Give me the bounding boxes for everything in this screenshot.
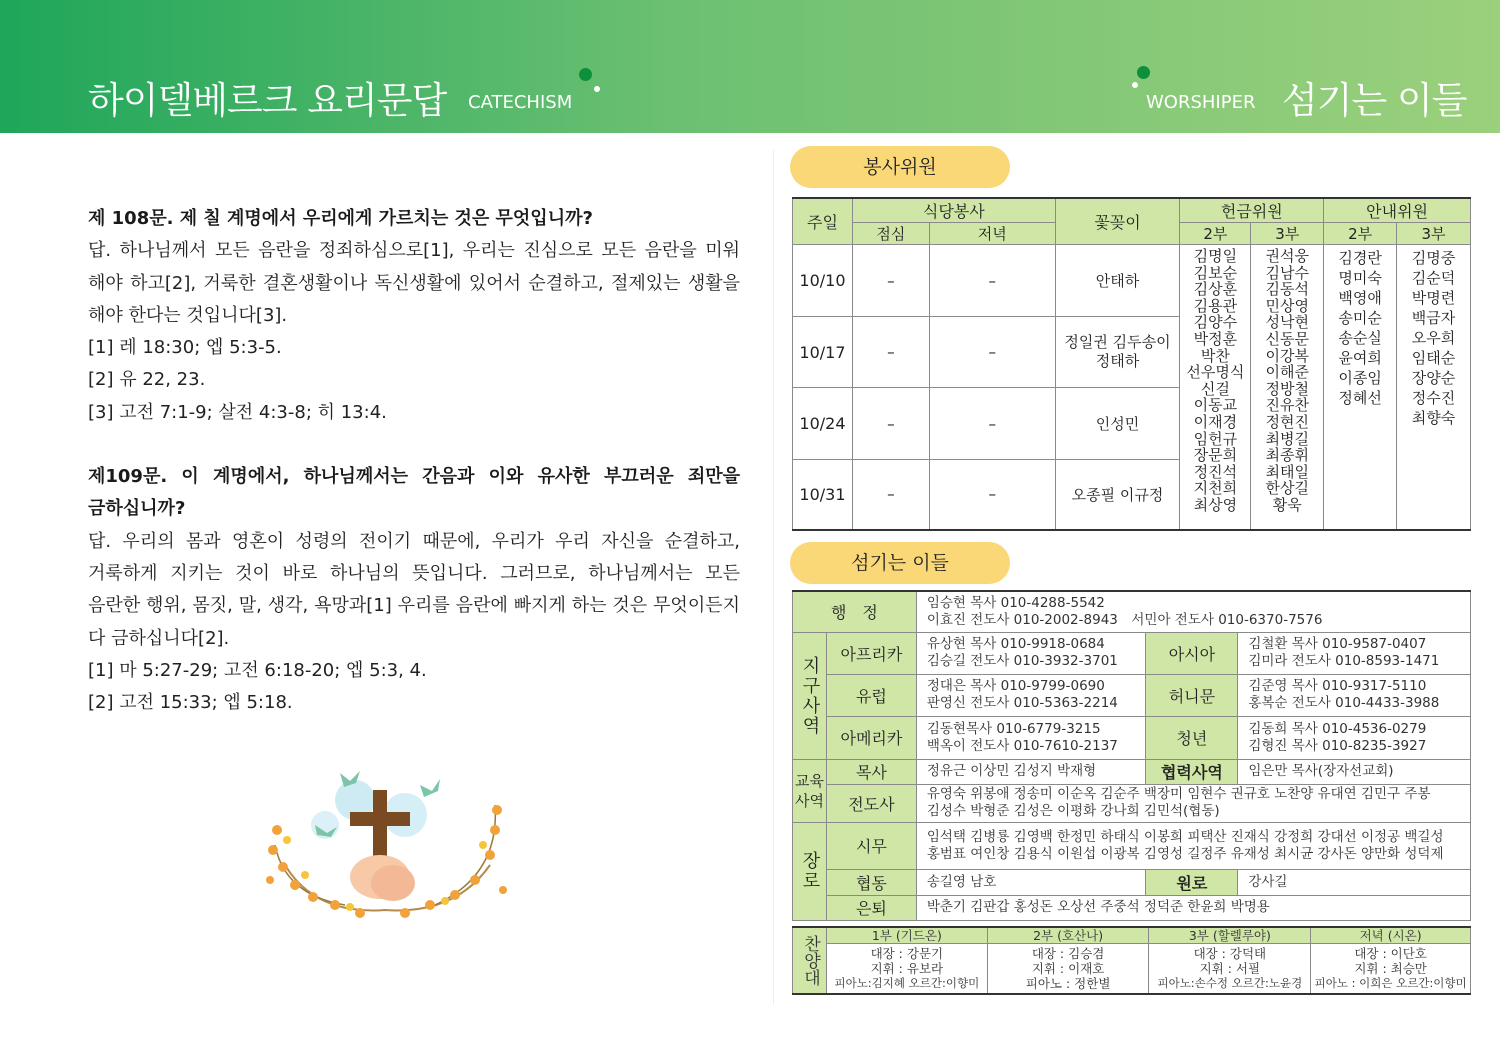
contact-line: 김준영 목사 010-9317-5110: [1248, 678, 1427, 694]
choir-line: 피아노 : 이희은 오르간:이향미: [1314, 975, 1467, 990]
youth-contacts: [1238, 716, 1471, 759]
honeymoon-contacts: [1238, 674, 1471, 716]
catechism-title: 하이델베르크 요리문답: [88, 79, 447, 122]
district-label: 지구사역: [793, 632, 827, 759]
volunteers-table: [792, 197, 1471, 531]
col-offering-3: 3부: [1251, 223, 1324, 245]
lunch-cell: –: [852, 460, 929, 530]
col-offering-2: 2부: [1180, 223, 1251, 245]
catechism-text: [88, 203, 740, 719]
answer-109-line: 답. 우리의 몸과 영혼이 성령의 전이기 때문에, 우리가 우리 자신을 순결하고,: [88, 530, 740, 552]
choir-details: [826, 944, 987, 994]
col-lunch: 점심: [852, 223, 929, 245]
america-contacts: [916, 716, 1146, 759]
green-dot-icon: [1137, 66, 1150, 79]
dinner-cell: –: [929, 245, 1055, 317]
choir-name: 3부 (할렐루야): [1149, 927, 1311, 944]
contact-line: 이효진 전도사 010-2002-8943 서민아 전도사 010-6370-7576: [926, 611, 1323, 628]
contact-line: 유상현 목사 010-9918-0684: [926, 636, 1105, 652]
choir-line: 대장 : 이단호: [1354, 945, 1427, 961]
contact-line: 김동현목사 010-6779-3215: [926, 720, 1101, 737]
contact-line: 판영신 전도사 010-5363-2214: [926, 695, 1118, 711]
reference: [1] 레 18:30; 엡 5:3-5.: [88, 337, 282, 359]
reference: [2] 유 22, 23.: [88, 369, 206, 391]
evangelist-label: 전도사: [826, 784, 916, 822]
dinner-cell: –: [929, 317, 1055, 388]
lunch-cell: –: [852, 245, 929, 317]
contact-line: 김동희 목사 010-4536-0279: [1248, 720, 1427, 737]
choir-line: 지휘 : 서필: [1199, 960, 1261, 976]
worshiper-subtitle: WORSHIPER: [1146, 92, 1256, 113]
col-guide: 안내위원: [1324, 198, 1471, 223]
contact-line: 김승길 전도사 010-3932-3701: [926, 653, 1118, 669]
retired-label: 은퇴: [826, 895, 916, 920]
choir-line: 피아노:김지혜 오르간:이향미: [834, 975, 980, 990]
contact-line: 김철환 목사 010-9587-0407: [1248, 636, 1427, 652]
europe-contacts: [916, 674, 1146, 716]
choir-line: 대장 : 김승겸: [1031, 945, 1105, 961]
choir-table: [792, 926, 1471, 995]
assoc-label: 협동: [826, 869, 916, 895]
reference: [2] 고전 15:33; 엡 5:18.: [88, 692, 293, 714]
contact-line: 임승현 목사 010-4288-5542: [926, 594, 1105, 611]
date-cell: 10/31: [793, 460, 853, 530]
names-line: 임석택 김병룡 김영백 한정민 하태식 이봉희 피택산 진재식 강정희 강대선 이정공 백길성: [926, 828, 1444, 845]
guide-2-list: 김경란 명미숙 백영애 송미순 송순실 윤여희 이종임 정혜선: [1324, 245, 1397, 530]
region-europe: 유럽: [826, 674, 916, 716]
answer-109-line: 거룩하게 지키는 것이 바로 하나님의 뜻입니다. 그러므로, 하나님께서는 모든: [88, 562, 740, 584]
white-dot-icon: [1132, 82, 1138, 88]
contact-line: 백옥이 전도사 010-7610-2137: [926, 737, 1118, 754]
col-flower: 꽃꽂이: [1055, 198, 1180, 245]
choir-name: 1부 (기드온): [826, 927, 987, 944]
flower-cell: 오종필 이규정: [1055, 460, 1180, 530]
active-names: [916, 822, 1470, 869]
date-cell: 10/24: [793, 388, 853, 460]
region-asia: 아시아: [1146, 632, 1238, 674]
reference: [1] 마 5:27-29; 고전 6:18-20; 엡 5:3, 4.: [88, 659, 427, 681]
col-offering: 헌금위원: [1180, 198, 1324, 223]
col-sunday: 주일: [793, 198, 853, 245]
contact-line: 김미라 전도사 010-8593-1471: [1248, 653, 1440, 669]
contact-line: 김형진 목사 010-8235-3927: [1248, 737, 1427, 754]
admin-contacts: [916, 591, 1470, 632]
col-meal: 식당봉사: [852, 198, 1055, 223]
date-cell: 10/10: [793, 245, 853, 317]
admin-label: 행 정: [793, 591, 917, 632]
senior-names: 강사길: [1238, 869, 1471, 895]
pastor-label: 목사: [826, 759, 916, 784]
green-dot-icon: [579, 68, 592, 81]
evangelist-names: [916, 784, 1470, 822]
region-america: 아메리카: [826, 716, 916, 759]
flower-cell: 정일권 김두송이 정태하: [1055, 317, 1180, 388]
answer-108-line: 해야 하고[2], 거룩한 결혼생활이나 독신생활에 있어서 순결하고, 절제있는 생활을: [88, 272, 740, 294]
date-cell: 10/17: [793, 317, 853, 388]
coop-label: 협력사역: [1146, 759, 1238, 784]
flower-cell: 인성민: [1055, 388, 1180, 460]
region-honeymoon: 허니문: [1146, 674, 1238, 716]
active-label: 시무: [826, 822, 916, 869]
column-divider: [773, 150, 774, 1005]
dinner-cell: –: [929, 388, 1055, 460]
servers-table: [792, 590, 1471, 921]
asia-contacts: [1238, 632, 1471, 674]
pastor-names: 정유근 이상민 김성지 박재형: [916, 759, 1146, 784]
contact-line: 정대은 목사 010-9799-0690: [926, 678, 1105, 694]
reference: [3] 고전 7:1-9; 살전 4:3-8; 히 13:4.: [88, 401, 387, 423]
names-line: 김성수 박형준 김성은 이평화 강나희 김민석(협동): [926, 803, 1220, 819]
answer-109-line: 음란한 행위, 몸짓, 말, 생각, 욕망과[1] 우리를 음란에 빠지게 하는 것은 무엇이든지: [88, 595, 740, 617]
question-108: 제 108문. 제 칠 계명에서 우리에게 가르치는 것은 무엇입니까?: [88, 208, 593, 229]
lunch-cell: –: [852, 388, 929, 460]
contact-line: 홍복순 전도사 010-4433-3988: [1248, 695, 1440, 711]
col-guide-2: 2부: [1324, 223, 1397, 245]
lunch-cell: –: [852, 317, 929, 388]
answer-108-line: 답. 하나님께서 모든 음란을 정죄하심으로[1], 우리는 진심으로 모든 음란을 미워: [88, 240, 740, 262]
coop-names: 임은만 목사(장자선교회): [1238, 759, 1471, 784]
question-109-cont: 금하십니까?: [88, 498, 186, 520]
names-line: 유영숙 위봉애 정송미 이순옥 김순주 백장미 임현수 권규호 노찬양 유대연 김민구 주봉: [926, 786, 1431, 802]
choir-details: [1149, 944, 1311, 994]
region-africa: 아프리카: [826, 632, 916, 674]
senior-label: 원로: [1146, 869, 1238, 895]
choir-line: 지휘 : 유보라: [870, 960, 944, 976]
col-dinner: 저녁: [929, 223, 1055, 245]
question-109: 제109문. 이 계명에서, 하나님께서는 간음과 이와 유사한 부끄러운 죄만을: [88, 466, 740, 488]
guide-3-list: 김명중 김순덕 박명련 백금자 오우희 임태순 장양순 정수진 최향숙: [1397, 245, 1471, 530]
choir-line: 피아노 : 정한별: [1025, 975, 1111, 991]
answer-108-line: 해야 한다는 것입니다[3].: [88, 304, 288, 326]
choir-line: 대장 : 강문기: [870, 945, 944, 961]
worshiper-title: 섬기는 이들: [1282, 79, 1467, 122]
cross-illustration: [255, 755, 515, 925]
table-row: [793, 245, 1471, 317]
assoc-names: 송길영 남호: [916, 869, 1146, 895]
choir-label: 찬양대: [793, 927, 827, 994]
offering-3-list: 권석웅 김남수 김동석 민상영 성낙현 신동문 이강복 이해준 정방철 진유찬 정현진 최병길 최종휘 최태일 한상길 황욱: [1251, 245, 1324, 530]
retired-names: 박춘기 김판갑 홍성돈 오상선 주중석 정덕준 한윤희 박명용: [916, 895, 1470, 920]
volunteers-section-title: 봉사위원: [790, 146, 1010, 188]
choir-name: 저녁 (시온): [1311, 927, 1471, 944]
choir-line: 피아노:손수정 오르간:노윤경: [1157, 975, 1303, 990]
header-banner: [0, 0, 1500, 133]
choir-line: 지휘 : 이재호: [1031, 960, 1105, 976]
education-label: 교육 사역: [793, 759, 827, 822]
choir-details: [987, 944, 1149, 994]
elder-label: 장로: [793, 822, 827, 920]
dinner-cell: –: [929, 460, 1055, 530]
white-dot-icon: [594, 86, 600, 92]
col-guide-3: 3부: [1397, 223, 1471, 245]
names-line: 홍범표 여인창 김용식 이원섭 이광복 김영성 길정주 유재성 최시균 강사돈 양만화 성덕제: [926, 845, 1444, 862]
offering-2-list: 김명일 김보순 김상훈 김용관 김양수 박정훈 박찬 선우명식 신걸 이동교 이재경 임헌규 장문희 정진석 지천희 최상영: [1180, 245, 1251, 530]
choir-details: [1311, 944, 1471, 994]
choir-line: 대장 : 강덕태: [1193, 945, 1267, 961]
region-youth: 청년: [1146, 716, 1238, 759]
answer-109-line: 다 금하십니다[2].: [88, 627, 230, 649]
catechism-subtitle: CATECHISM: [468, 92, 573, 113]
choir-name: 2부 (호산나): [987, 927, 1149, 944]
africa-contacts: [916, 632, 1146, 674]
flower-cell: 안태하: [1055, 245, 1180, 317]
choir-line: 지휘 : 최승만: [1354, 960, 1427, 976]
servers-section-title: 섬기는 이들: [790, 542, 1010, 584]
